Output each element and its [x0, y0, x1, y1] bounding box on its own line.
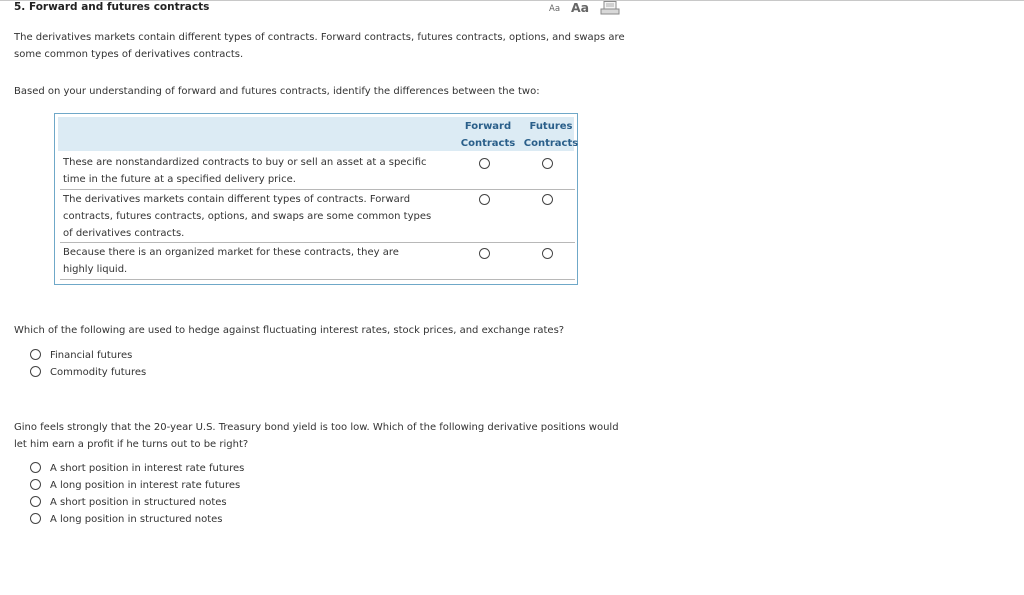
table-prompt: Based on your understanding of forward and futures contracts, identify the differences between the two: — [14, 86, 540, 97]
radio-row1-forward[interactable] — [479, 158, 490, 169]
radio-row2-futures[interactable] — [542, 194, 553, 205]
row-statement: These are nonstandardized contracts to buy or sell an asset at a specific time in the future at a specified delivery price. — [63, 157, 427, 185]
radio-row2-forward[interactable] — [479, 194, 490, 205]
radio-button[interactable] — [30, 349, 41, 360]
intro-text: The derivatives markets contain different types of contracts. Forward contracts, futures contracts, options, and swaps are some common types of derivatives contracts. — [14, 32, 625, 60]
question-title: 5. Forward and futures contracts — [14, 1, 210, 13]
row-statement: Because there is an organized market for these contracts, they are highly liquid. — [63, 247, 399, 275]
option-label: Financial futures — [50, 350, 133, 361]
row-divider — [60, 189, 575, 190]
option-label: A short position in interest rate futures — [50, 463, 245, 474]
radio-row3-futures[interactable] — [542, 248, 553, 259]
radio-row1-futures[interactable] — [542, 158, 553, 169]
table-row — [60, 244, 575, 280]
radio-button[interactable] — [30, 513, 41, 524]
question-2-text: Which of the following are used to hedge against fluctuating interest rates, stock prices, and exchange rates? — [14, 325, 565, 336]
table-header — [58, 117, 579, 151]
radio-button[interactable] — [30, 462, 41, 473]
option-label: Commodity futures — [50, 367, 147, 378]
radio-row3-forward[interactable] — [479, 248, 490, 259]
column-header-futures: Futures Contracts — [523, 121, 579, 149]
table-row — [60, 154, 575, 190]
row-statement: The derivatives markets contain different types of contracts. Forward contracts, futures contracts, options, and swaps are some common types of derivatives contracts. — [63, 194, 432, 239]
radio-button[interactable] — [30, 479, 41, 490]
question-3-text: Gino feels strongly that the 20-year U.S. Treasury bond yield is too low. Which of the following derivative positions would let him earn a profit if he turns out to be right? — [14, 422, 619, 450]
row-divider — [60, 242, 575, 243]
print-icon[interactable] — [600, 1, 620, 15]
row-divider — [60, 279, 575, 280]
table-row — [60, 191, 575, 243]
option-label: A long position in interest rate futures — [50, 480, 241, 491]
matching-table — [54, 113, 578, 285]
decrease-font-button[interactable]: Aa — [549, 4, 561, 14]
radio-button[interactable] — [30, 366, 41, 377]
option-label: A long position in structured notes — [50, 514, 223, 525]
radio-button[interactable] — [30, 496, 41, 507]
increase-font-button[interactable]: Aa — [571, 0, 590, 15]
option-label: A short position in structured notes — [50, 497, 227, 508]
column-header-forward: Forward Contracts — [460, 121, 516, 149]
